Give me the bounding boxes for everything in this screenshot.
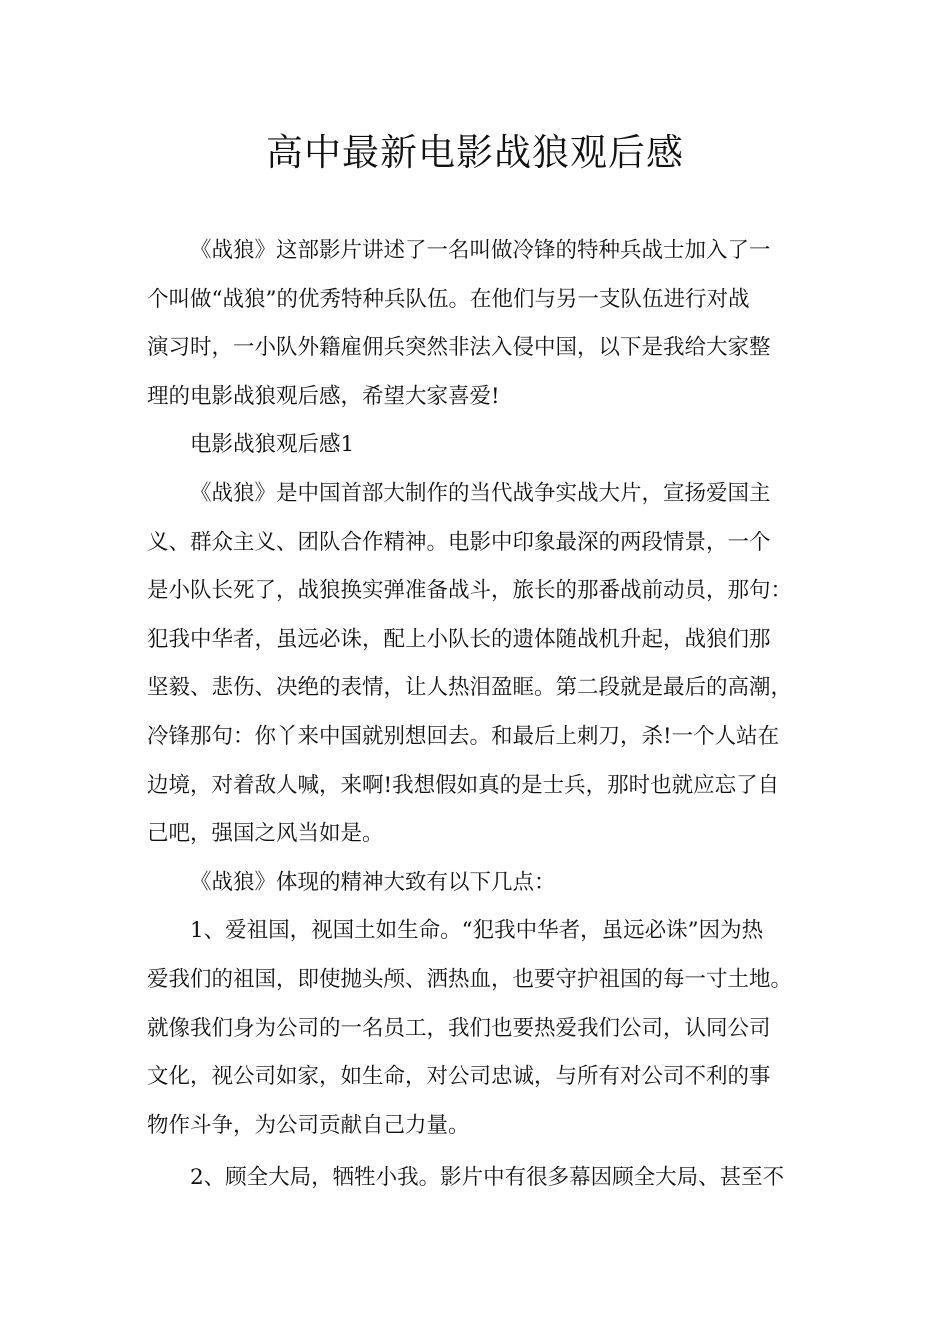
paragraph-line: 冷锋那句：你丫来中国就别想回去。和最后上刺刀，杀!一个人站在 [147,723,780,749]
document-body [147,227,827,1203]
paragraph-line: 是小队长死了，战狼换实弹准备战斗，旅长的那番战前动员，那句： [147,578,793,604]
paragraph-line: 理的电影战狼观后感，希望大家喜爱! [147,383,500,409]
document-title: 高中最新电影战狼观后感 [266,131,684,174]
paragraph-line: 2、顾全大局，牺牲小我。影片中有很多幕因顾全大局、甚至不 [190,1165,785,1191]
paragraph-line: 《战狼》是中国首部大制作的当代战争实战大片，宣扬爱国主 [190,480,771,506]
paragraph-line: 就像我们身为公司的一名员工，我们也要热爱我们公司，认同公司 [147,1015,771,1041]
paragraph-line: 《战狼》这部影片讲述了一名叫做冷锋的特种兵战士加入了一 [190,238,771,263]
paragraph-line: 个叫做“战狼”的优秀特种兵队伍。在他们与另一支队伍进行对战 [147,286,750,312]
paragraph-line: 《战狼》体现的精神大致有以下几点： [190,869,556,895]
paragraph-line: 边境，对着敌人喊，来啊!我想假如真的是士兵，那时也就应忘了自 [147,772,780,798]
paragraph-line: 己吧，强国之风当如是。 [147,821,384,847]
paragraph-line: 演习时，一小队外籍雇佣兵突然非法入侵中国，以下是我给大家整 [147,335,771,361]
paragraph-line: 犯我中华者，虽远必诛，配上小队长的遗体随战机升起，战狼们那 [147,626,771,652]
paragraph-line: 物作斗争，为公司贡献自己力量。 [147,1112,470,1138]
paragraph-line: 1、爱祖国，视国土如生命。“犯我中华者，虽远必诛”因为热 [190,918,764,944]
paragraph-line: 义、群众主义、团队合作精神。电影中印象最深的两段情景，一个 [147,529,771,555]
section-heading: 电影战狼观后感1 [190,432,355,458]
paragraph-line: 文化，视公司如家，如生命，对公司忠诚，与所有对公司不利的事 [147,1064,771,1090]
paragraph-line: 爱我们的祖国，即使抛头颅、洒热血，也要守护祖国的每一寸土地。 [147,966,793,992]
paragraph-line: 坚毅、悲伤、决绝的表情，让人热泪盈眶。第二段就是最后的高潮， [147,675,793,701]
